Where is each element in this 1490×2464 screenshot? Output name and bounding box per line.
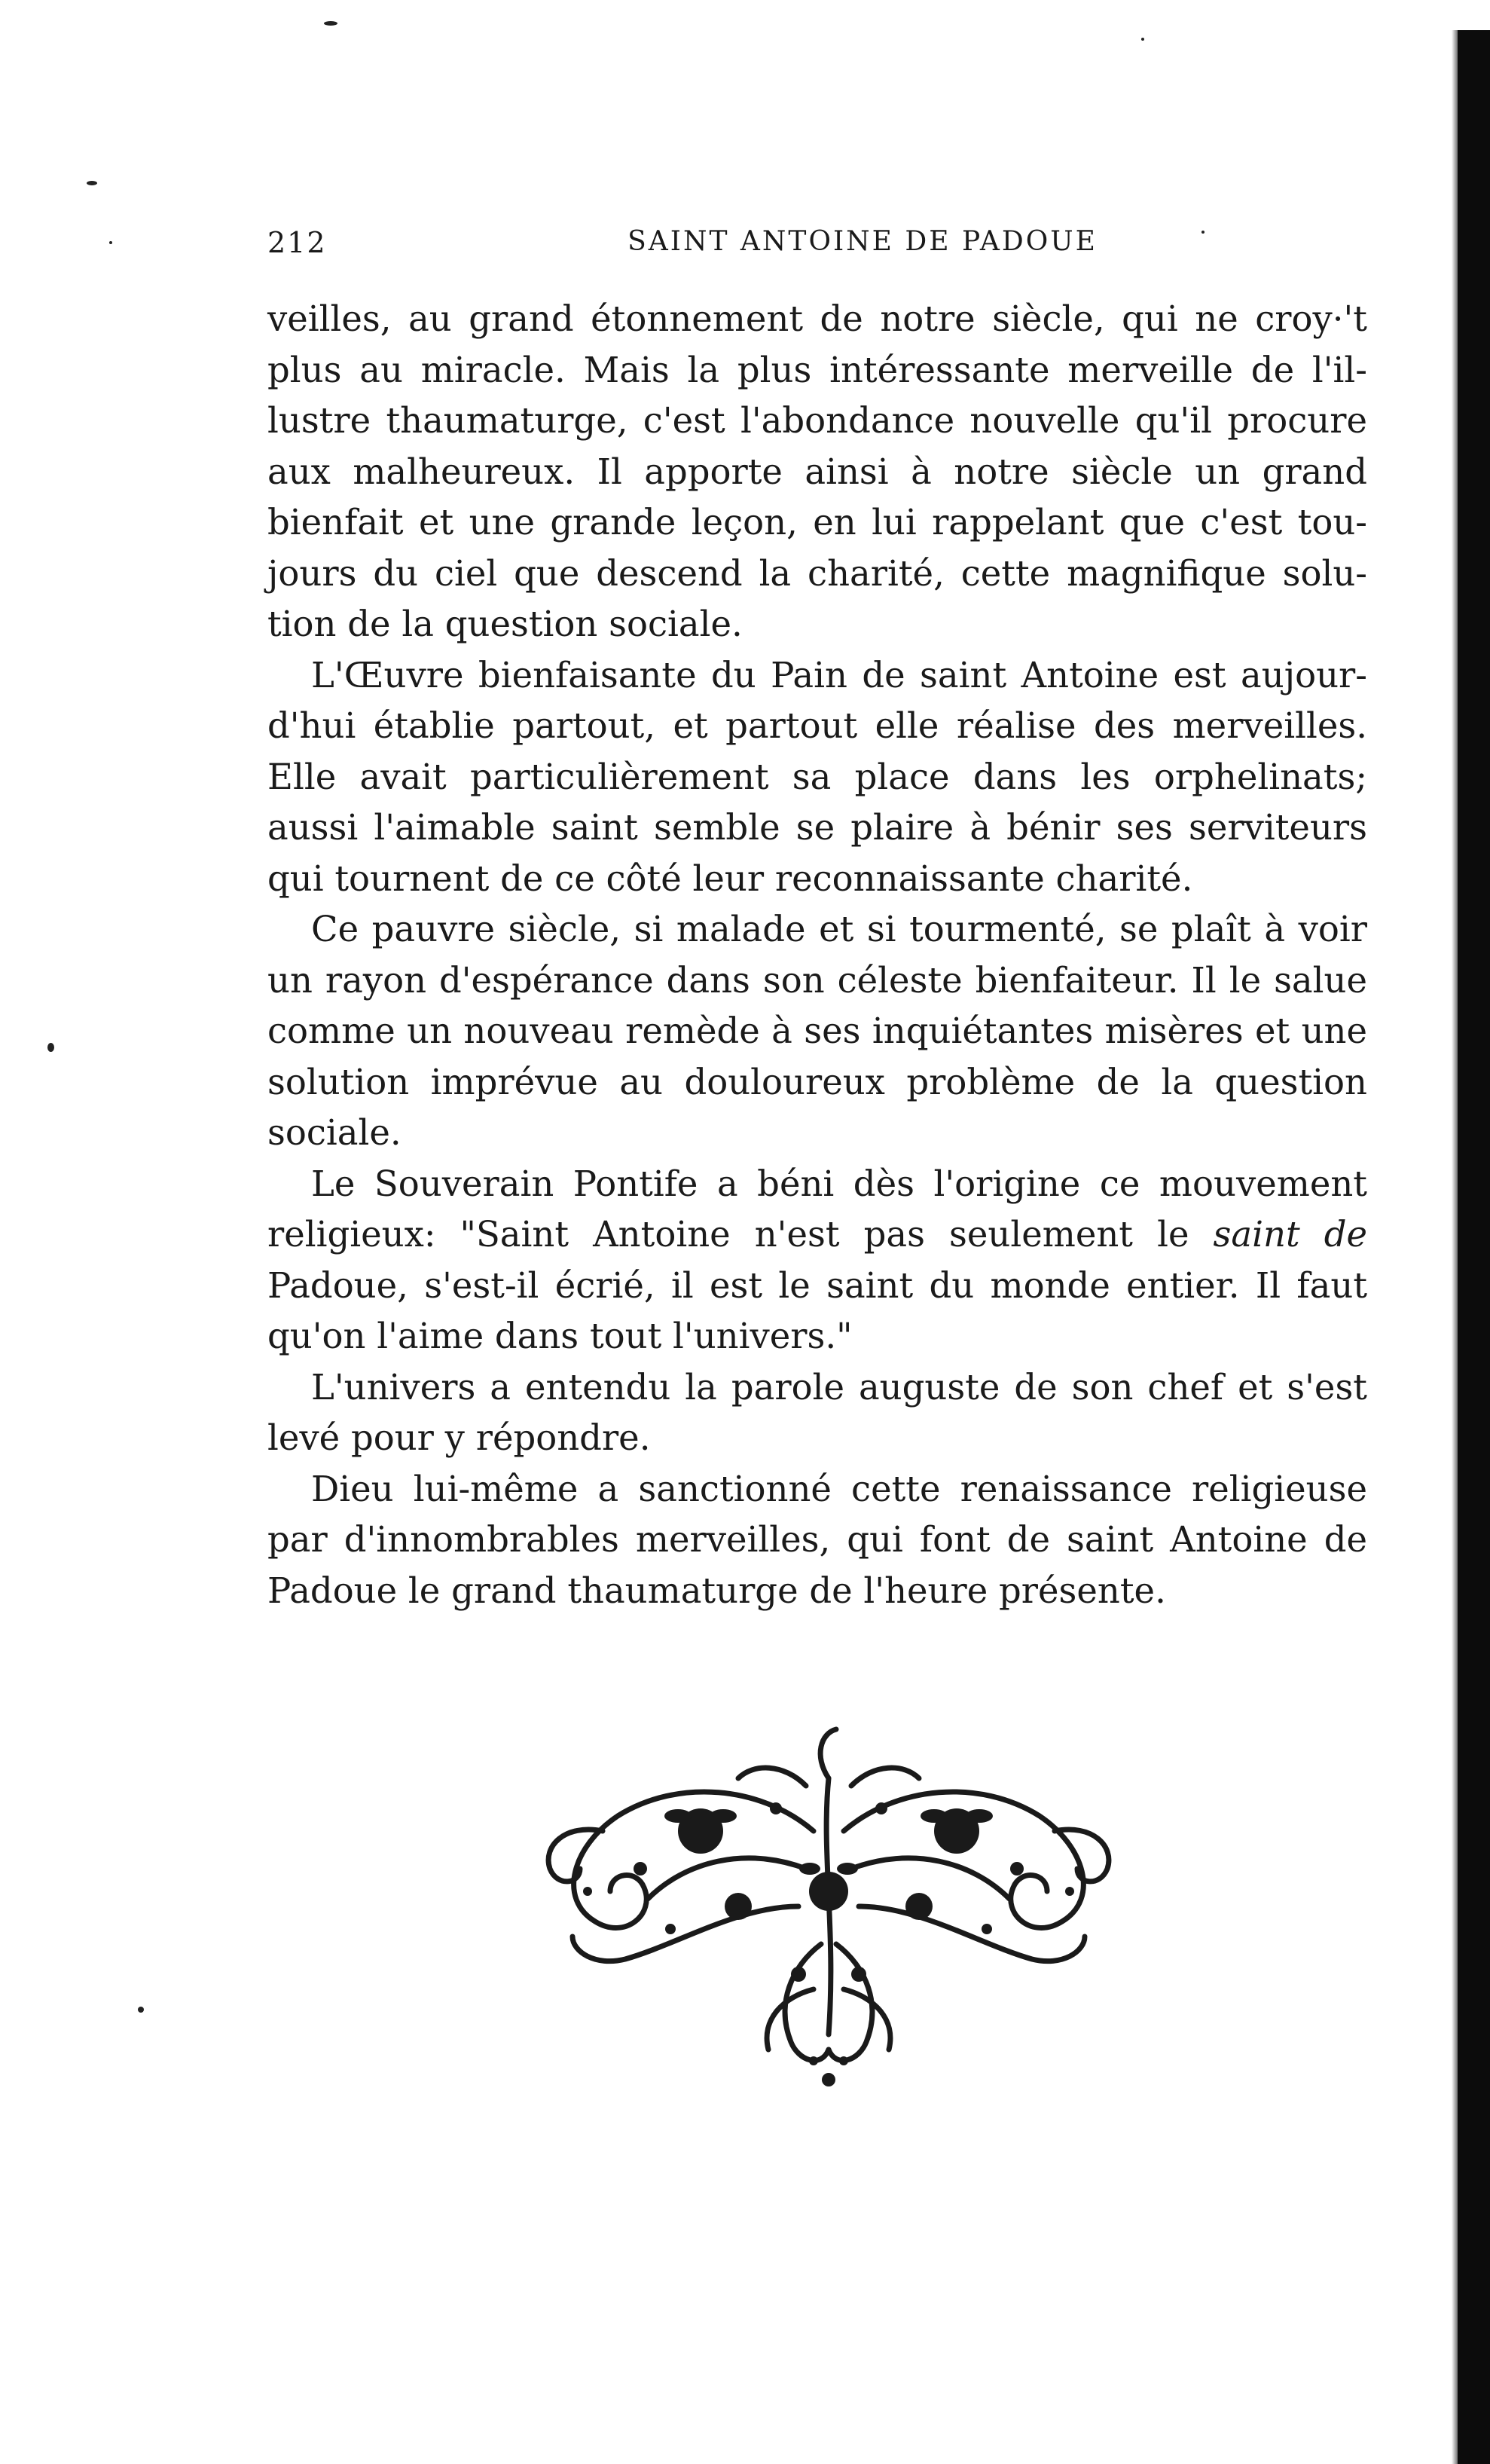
paragraph-4-italic: saint de [1213, 1214, 1367, 1255]
scan-speck [47, 1043, 54, 1052]
body-text [267, 294, 1367, 1616]
paragraph-4-start: Le Souverain Pontife a béni dès l'origine ce mouvement religieux: "Saint Antoine n'est pas seulement le [267, 1163, 1367, 1255]
scan-speck [87, 181, 97, 185]
running-header [267, 226, 1367, 271]
paragraph-5: L'univers a entendu la parole auguste de son chef et s'est levé pour y répondre. [267, 1366, 1367, 1458]
scan-speck [138, 2007, 144, 2013]
scan-speck [109, 241, 112, 244]
paragraph-1: veilles, au grand étonnement de notre siècle, qui ne croy·'t plus au miracle. Mais la plus intéressante merveille de l'il-lustre thaumaturge, c'est l'abondance nouvelle qu'il procure aux malheureux. Il apporte ainsi à notre siècle un grand bienfait et une grande leçon, en lui rappelant que c'est tou-jours du ciel que descend la charité, cette magnifique solu-tion de la question sociale. [267, 298, 1367, 644]
paragraph-3: Ce pauvre siècle, si malade et si tourmenté, se plaît à voir un rayon d'espérance dans son céleste bienfaiteur. Il le salue comme un nouveau remède à ses inquiétantes misères et une solution imprévue au douloureux problème de la question sociale. [267, 909, 1367, 1153]
scan-speck [1141, 38, 1144, 41]
page-number: 212 [267, 226, 327, 259]
floral-tailpiece-icon [490, 1718, 1168, 2110]
running-title: SAINT ANTOINE DE PADOUE [627, 226, 1098, 257]
paragraph-4-end: Padoue, s'est-il écrié, il est le saint du monde entier. Il faut qu'on l'aime dans tout l'univers." [267, 1264, 1367, 1356]
paragraph-4 [267, 1159, 1367, 1362]
scan-speck [324, 21, 337, 26]
paragraph-6: Dieu lui-même a sanctionné cette renaissance religieuse par d'innombrables merveilles, qui font de saint Antoine de Padoue le grand thaumaturge de l'heure présente. [267, 1468, 1367, 1611]
binding-edge [1458, 30, 1490, 2464]
paragraph-2: L'Œuvre bienfaisante du Pain de saint Antoine est aujour-d'hui établie partout, et partout elle réalise des merveilles. Elle avait particulièrement sa place dans les orphelinats; aussi l'aimable saint semble se plaire à bénir ses serviteurs qui tournent de ce côté leur reconnaissante charité. [267, 654, 1367, 899]
